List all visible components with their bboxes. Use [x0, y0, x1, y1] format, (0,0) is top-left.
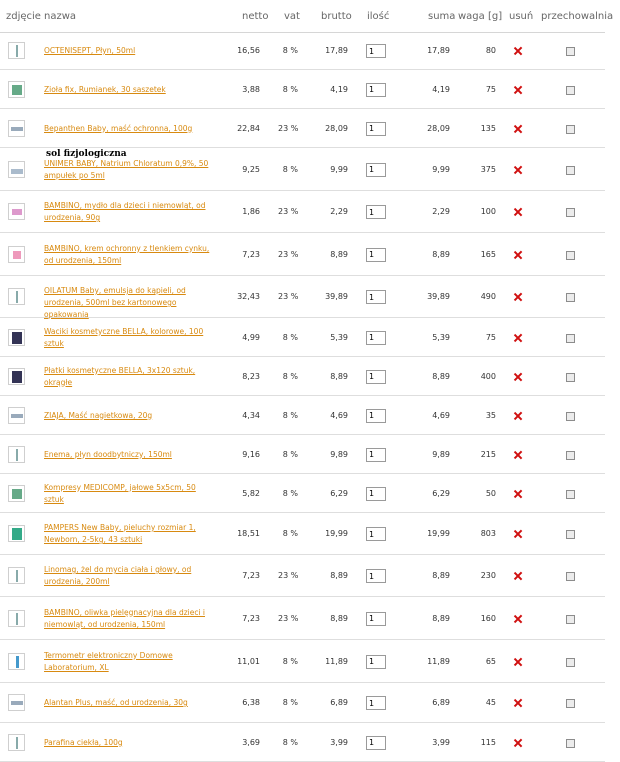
header-gross: brutto: [321, 11, 352, 22]
gross-price: 9,89: [330, 449, 348, 459]
header-remove: usuń: [509, 11, 534, 22]
header-name: nazwa: [44, 11, 77, 22]
row-weight: 400: [480, 371, 496, 381]
product-name-link[interactable]: BAMBINO, mydło dla dzieci i niemowląt, od urodzenia, 90g: [44, 201, 206, 222]
remove-icon[interactable]: [514, 490, 522, 498]
remove-icon[interactable]: [514, 125, 522, 133]
net-price: 6,38: [242, 698, 260, 707]
remove-icon[interactable]: [514, 251, 522, 259]
product-thumbnail[interactable]: [8, 368, 25, 385]
vat-rate: 8 %: [282, 46, 298, 55]
product-name-link[interactable]: Linomag, żel do mycia ciała i głowy, od urodzenia, 200ml: [44, 565, 192, 586]
table-row: [0, 70, 605, 109]
quantity-input[interactable]: [366, 655, 386, 669]
product-name-link[interactable]: ZIAJA, Maść nagietkowa, 20g: [44, 410, 153, 420]
product-name-link[interactable]: Enema, płyn doodbytniczy, 150ml: [44, 449, 172, 459]
row-sum: 11,89: [427, 656, 450, 666]
remove-icon[interactable]: [514, 572, 522, 580]
table-row: [0, 640, 605, 683]
row-sum: 19,99: [427, 529, 450, 538]
table-row: [0, 723, 605, 762]
row-weight: 75: [485, 332, 496, 342]
quantity-input[interactable]: [366, 83, 386, 97]
net-price: 18,51: [237, 529, 260, 538]
row-sum: 4,19: [432, 84, 450, 94]
table-row: [0, 32, 605, 70]
product-thumbnail[interactable]: [8, 525, 25, 542]
remove-icon[interactable]: [514, 334, 522, 342]
gross-price: 9,99: [330, 164, 348, 174]
storage-checkbox[interactable]: [566, 251, 575, 260]
net-price: 7,23: [242, 613, 260, 623]
table-row: [0, 555, 605, 597]
product-thumbnail[interactable]: [8, 288, 25, 305]
product-name-link[interactable]: Kompresy MEDICOMP, jałowe 5x5cm, 50 sztuk: [44, 482, 196, 504]
row-sum: 6,29: [432, 488, 450, 498]
gross-price: 28,09: [325, 123, 348, 133]
quantity-input[interactable]: [366, 370, 386, 384]
vat-rate: 8 %: [282, 698, 298, 707]
gross-price: 19,99: [325, 529, 348, 538]
row-sum: 2,29: [432, 207, 450, 216]
row-weight: 160: [480, 613, 496, 623]
net-price: 32,43: [237, 292, 260, 301]
table-row: [0, 435, 605, 474]
table-row: [0, 276, 605, 318]
remove-icon[interactable]: [514, 739, 522, 747]
row-sum: 8,89: [432, 613, 450, 623]
gross-price: 3,99: [330, 737, 348, 747]
vat-rate: 23 %: [278, 292, 299, 301]
storage-checkbox[interactable]: [566, 699, 575, 708]
product-name-link[interactable]: BAMBINO, krem ochronny z tlenkiem cynku, od urodzenia, 150ml: [44, 243, 210, 265]
net-price: 7,23: [242, 249, 260, 259]
row-weight: 803: [480, 529, 496, 538]
storage-checkbox[interactable]: [566, 451, 575, 460]
remove-icon[interactable]: [514, 412, 522, 420]
storage-checkbox[interactable]: [566, 334, 575, 343]
row-sum: 3,99: [432, 737, 450, 747]
gross-price: 6,89: [330, 698, 348, 707]
gross-price: 2,29: [330, 207, 348, 216]
row-sum: 9,89: [432, 449, 450, 459]
gross-price: 4,69: [330, 410, 348, 420]
header-photo: zdjęcie: [6, 11, 41, 22]
net-price: 4,99: [242, 332, 260, 342]
product-thumbnail[interactable]: [8, 567, 25, 584]
storage-checkbox[interactable]: [566, 208, 575, 217]
vat-rate: 8 %: [282, 488, 298, 498]
product-thumbnail[interactable]: [8, 246, 25, 263]
row-weight: 215: [480, 449, 496, 459]
product-name-link[interactable]: Zioła fix, Rumianek, 30 saszetek: [44, 84, 166, 94]
vat-rate: 8 %: [282, 449, 298, 459]
quantity-input[interactable]: [366, 527, 386, 541]
quantity-input[interactable]: [366, 448, 386, 462]
quantity-input[interactable]: [366, 696, 386, 710]
gross-price: 17,89: [325, 46, 348, 55]
vat-rate: 8 %: [282, 737, 298, 747]
net-price: 16,56: [237, 46, 260, 55]
product-thumbnail[interactable]: [8, 734, 25, 751]
quantity-input[interactable]: [366, 44, 386, 58]
row-weight: 135: [480, 123, 496, 133]
storage-checkbox[interactable]: [566, 86, 575, 95]
remove-icon[interactable]: [514, 451, 522, 459]
product-thumbnail[interactable]: [8, 42, 25, 59]
row-sum: 5,39: [432, 332, 450, 342]
quantity-input[interactable]: [366, 248, 386, 262]
row-sum: 8,89: [432, 571, 450, 580]
row-sum: 17,89: [427, 46, 450, 55]
net-price: 4,34: [242, 410, 260, 420]
net-price: 9,16: [242, 449, 260, 459]
quantity-input[interactable]: [366, 331, 386, 345]
storage-checkbox[interactable]: [566, 293, 575, 302]
product-thumbnail[interactable]: [8, 329, 25, 346]
table-row: [0, 597, 605, 640]
row-sum: 8,89: [432, 371, 450, 381]
net-price: 22,84: [237, 123, 260, 133]
header-net: netto: [242, 11, 269, 22]
product-thumbnail[interactable]: [8, 610, 25, 627]
vat-rate: 8 %: [282, 371, 298, 381]
storage-checkbox[interactable]: [566, 572, 575, 581]
gross-price: 8,89: [330, 371, 348, 381]
row-sum: 8,89: [432, 249, 450, 259]
remove-icon[interactable]: [514, 166, 522, 174]
remove-icon[interactable]: [514, 293, 522, 301]
net-price: 7,23: [242, 571, 260, 580]
gross-price: 39,89: [325, 292, 348, 301]
product-thumbnail[interactable]: [8, 161, 25, 178]
remove-icon[interactable]: [514, 699, 522, 707]
table-row: [0, 513, 605, 555]
header-qty: ilość: [367, 11, 390, 22]
quantity-input[interactable]: [366, 205, 386, 219]
remove-icon[interactable]: [514, 658, 522, 666]
table-row: [0, 474, 605, 513]
row-weight: 50: [485, 488, 496, 498]
remove-icon[interactable]: [514, 208, 522, 216]
product-thumbnail[interactable]: [8, 203, 25, 220]
header-storage: przechowalnia: [541, 11, 614, 22]
header-sum: suma: [428, 11, 456, 22]
quantity-input[interactable]: [366, 290, 386, 304]
gross-price: 4,19: [330, 84, 348, 94]
product-thumbnail[interactable]: [8, 694, 25, 711]
vat-rate: 8 %: [282, 332, 298, 342]
row-sum: 28,09: [427, 123, 450, 133]
product-name-link[interactable]: Płatki kosmetyczne BELLA, 3x120 sztuk, okrągłe: [44, 365, 196, 387]
gross-price: 8,89: [330, 571, 348, 580]
quantity-input[interactable]: [366, 163, 386, 177]
product-name-link[interactable]: Parafina ciekła, 100g: [44, 737, 123, 747]
storage-checkbox[interactable]: [566, 658, 575, 667]
vat-rate: 8 %: [282, 656, 298, 666]
table-row: [0, 396, 605, 435]
row-sum: 9,99: [432, 164, 450, 174]
storage-checkbox[interactable]: [566, 166, 575, 175]
vat-rate: 23 %: [278, 613, 299, 623]
quantity-input[interactable]: [366, 736, 386, 750]
product-thumbnail[interactable]: [8, 407, 25, 424]
product-name-link[interactable]: Alantan Plus, maść, od urodzenia, 30g: [44, 698, 188, 707]
row-weight: 65: [485, 656, 496, 666]
vat-rate: 23 %: [278, 571, 299, 580]
storage-checkbox[interactable]: [566, 530, 575, 539]
row-sum: 4,69: [432, 410, 450, 420]
quantity-input[interactable]: [366, 612, 386, 626]
row-weight: 100: [480, 207, 496, 216]
storage-checkbox[interactable]: [566, 373, 575, 382]
storage-checkbox[interactable]: [566, 490, 575, 499]
row-weight: 165: [480, 249, 496, 259]
table-row: [0, 683, 605, 723]
row-weight: 75: [485, 84, 496, 94]
gross-price: 8,89: [330, 613, 348, 623]
remove-icon[interactable]: [514, 373, 522, 381]
header-vat: vat: [284, 11, 300, 22]
quantity-input[interactable]: [366, 409, 386, 423]
product-name-link[interactable]: Waciki kosmetyczne BELLA, kolorowe, 100 sztuk: [44, 326, 204, 348]
row-weight: 80: [485, 46, 496, 55]
vat-rate: 8 %: [282, 164, 298, 174]
table-row: [0, 109, 605, 148]
table-row: [0, 357, 605, 396]
vat-rate: 23 %: [278, 207, 299, 216]
net-price: 8,23: [242, 371, 260, 381]
net-price: 11,01: [237, 656, 260, 666]
product-thumbnail[interactable]: [8, 120, 25, 137]
product-thumbnail[interactable]: [8, 653, 25, 670]
product-name-link[interactable]: OCTENISEPT, Płyn, 50ml: [44, 46, 136, 55]
net-price: 9,25: [242, 164, 260, 174]
remove-icon[interactable]: [514, 530, 522, 538]
product-name-link[interactable]: UNIMER BABY, Natrium Chloratum 0,9%, 50 ampułek po 5ml: [44, 158, 209, 180]
product-name-link[interactable]: OILATUM Baby, emulsja do kąpieli, od urodzenia, 500ml bez kartonowego opakowania: [44, 286, 186, 319]
quantity-input[interactable]: [366, 487, 386, 501]
table-row: [0, 191, 605, 233]
storage-checkbox[interactable]: [566, 739, 575, 748]
quantity-input[interactable]: [366, 122, 386, 136]
product-thumbnail[interactable]: [8, 485, 25, 502]
storage-checkbox[interactable]: [566, 412, 575, 421]
vat-rate: 23 %: [278, 249, 299, 259]
storage-checkbox[interactable]: [566, 615, 575, 624]
storage-checkbox[interactable]: [566, 47, 575, 56]
row-weight: 115: [480, 737, 496, 747]
product-name-link[interactable]: PAMPERS New Baby, pieluchy rozmiar 1, Newborn, 2-5kg, 43 sztuki: [44, 523, 196, 544]
row-sum: 39,89: [427, 292, 450, 301]
gross-price: 11,89: [325, 656, 348, 666]
product-thumbnail[interactable]: [8, 446, 25, 463]
vat-rate: 8 %: [282, 84, 298, 94]
net-price: 5,82: [242, 488, 260, 498]
storage-checkbox[interactable]: [566, 125, 575, 134]
header-weight: waga [g]: [458, 11, 503, 22]
net-price: 3,88: [242, 84, 260, 94]
quantity-input[interactable]: [366, 569, 386, 583]
remove-icon[interactable]: [514, 47, 522, 55]
gross-price: 6,29: [330, 488, 348, 498]
product-name-link[interactable]: BAMBINO, oliwka pielęgnacyjna dla dzieci i niemowląt, od urodzenia, 150ml: [44, 607, 206, 629]
vat-rate: 23 %: [278, 123, 299, 133]
row-sum: 6,89: [432, 698, 450, 707]
gross-price: 5,39: [330, 332, 348, 342]
row-weight: 490: [480, 292, 496, 301]
handwritten-note: sol fizjologiczna: [46, 149, 127, 159]
remove-icon[interactable]: [514, 86, 522, 94]
row-weight: 35: [485, 410, 496, 420]
gross-price: 8,89: [330, 249, 348, 259]
table-header: [0, 0, 614, 33]
product-thumbnail[interactable]: [8, 81, 25, 98]
vat-rate: 8 %: [282, 410, 298, 420]
net-price: 3,69: [242, 737, 260, 747]
product-name-link[interactable]: Termometr elektroniczny Domowe Laboratorium, XL: [44, 650, 173, 672]
table-row: [0, 318, 605, 357]
table-row: [0, 233, 605, 276]
row-weight: 230: [480, 571, 496, 580]
row-weight: 375: [480, 164, 496, 174]
product-name-link[interactable]: Bepanthen Baby, maść ochronna, 100g: [44, 123, 193, 133]
net-price: 1,86: [242, 207, 260, 216]
vat-rate: 8 %: [282, 529, 298, 538]
row-weight: 45: [485, 698, 496, 707]
remove-icon[interactable]: [514, 615, 522, 623]
